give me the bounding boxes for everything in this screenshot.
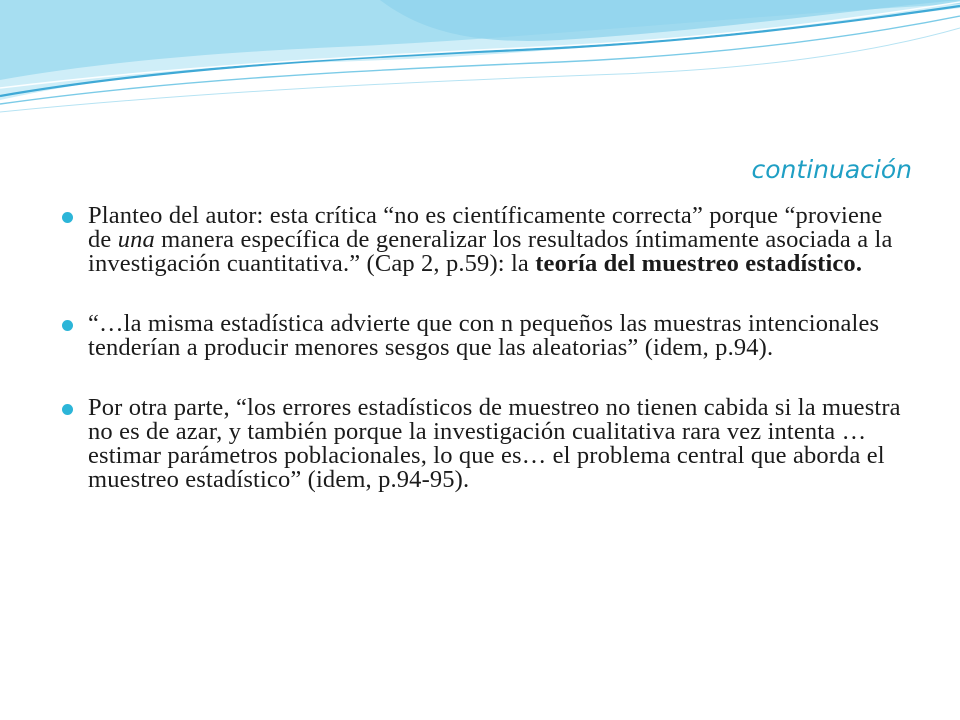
- bullet-text: Por otra parte, “los errores estadísticos de muestreo no tienen cabida si la muestra no es de azar, y también porque la investigación cualitativa rara vez intenta … estimar parámetros poblacionales, lo que es… el problema central que aborda el muestreo estadístico” (idem, p.94-95).: [88, 394, 901, 493]
- bullet-text: “…la misma estadística advierte que con n pequeños las muestras intencionales tenderían a producir menores sesgos que las aleatorias” (idem, p.94).: [88, 310, 880, 361]
- bold-text: teoría del muestreo estadístico.: [535, 250, 863, 277]
- emphasis-text: una: [117, 226, 155, 253]
- header-wave-decoration: [0, 0, 960, 130]
- bullet-item: [60, 396, 910, 492]
- bullet-dot-icon: [62, 212, 73, 223]
- bullet-dot-icon: [62, 404, 73, 415]
- bullet-item: [60, 312, 910, 360]
- bullet-list: [60, 204, 910, 492]
- bullet-item: [60, 204, 910, 276]
- bullet-text: manera específica de generalizar los resultados íntimamente asociada a la investigación cuantitativa.” (Cap 2, p.59): la: [88, 226, 893, 277]
- slide-title: continuación: [751, 155, 912, 184]
- bullet-dot-icon: [62, 320, 73, 331]
- bullet-text: Planteo del autor: esta crítica “no es científicamente correcta” porque “proviene de: [88, 202, 883, 253]
